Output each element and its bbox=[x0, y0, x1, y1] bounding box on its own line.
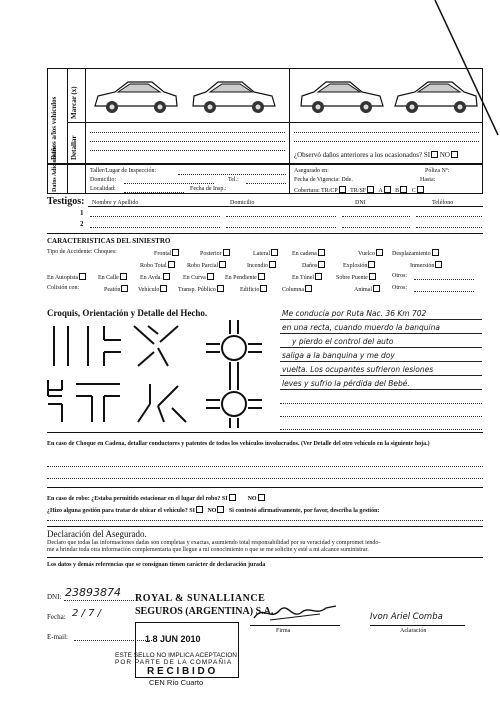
opt-posterior: Posterior bbox=[200, 249, 230, 258]
dni-label: DNI: bbox=[47, 593, 62, 601]
robo-parcial-checkbox[interactable] bbox=[219, 261, 226, 268]
opt-columna: Columna bbox=[282, 285, 312, 294]
calle-checkbox[interactable] bbox=[120, 273, 127, 280]
stamp-line-1: ESTE SELLO NO IMPLICA ACEPTACION bbox=[115, 652, 237, 659]
dni-value[interactable]: 23893874 bbox=[65, 586, 121, 599]
opt-explosion: Explosión bbox=[343, 261, 375, 270]
robbery-q1: En caso de robo: ¿Estaba permitido estacionar en el lugar del robo? SI NO bbox=[47, 494, 265, 503]
robo-total-checkbox[interactable] bbox=[168, 261, 175, 268]
opt-curva: En Curva bbox=[183, 273, 214, 282]
coverage-a-checkbox[interactable] bbox=[384, 186, 391, 193]
inmersion-checkbox[interactable] bbox=[435, 261, 442, 268]
col-phone-header: Teléfono bbox=[432, 200, 454, 206]
domicile-label: Domicilio: bbox=[90, 177, 116, 183]
col-dni-header: DNI bbox=[355, 200, 366, 206]
hand-line-3: y pierdo el control del auto bbox=[292, 337, 394, 346]
avda-checkbox[interactable] bbox=[163, 273, 170, 280]
policy-label: Póliza Nº: bbox=[425, 168, 450, 174]
inspection-date-label: Fecha de Insp.: bbox=[190, 186, 227, 192]
declaration-text-3: Los datos y demás referencias que se consignan tienen carácter de declaración jurada bbox=[47, 562, 266, 568]
coverage-trsf-checkbox[interactable] bbox=[367, 186, 374, 193]
received-stamp bbox=[105, 590, 275, 694]
opt-vuelco: Vuelco bbox=[358, 249, 383, 258]
witnesses-title: Testigos: bbox=[47, 196, 85, 207]
prior-damage-si-checkbox[interactable] bbox=[431, 151, 438, 158]
validity-label: Fecha de Vigencia: Dde. bbox=[294, 177, 353, 183]
autopista-checkbox[interactable] bbox=[79, 273, 86, 280]
phone-label: Tel.: bbox=[228, 177, 239, 183]
fecha-value[interactable]: 2 / 7 / bbox=[72, 608, 101, 619]
locality-label: Localidad: bbox=[90, 186, 116, 192]
opt-transp: Transp. Público bbox=[178, 285, 224, 294]
chain-collision-text: En caso de Choque en Cadena, detallar conductores y patentes de todos los vehículos involucrados. (Ver Detalle del otro vehículo en la siguiente hoja.) bbox=[47, 441, 430, 447]
opt-frontal: Frontal bbox=[154, 249, 179, 258]
firma-label: Firma bbox=[276, 628, 291, 634]
opt-autopista: En Autopista bbox=[47, 273, 86, 282]
transp-checkbox[interactable] bbox=[217, 285, 224, 292]
opt-edificio: Edificio bbox=[240, 285, 267, 294]
workshop-label: Taller/Lugar de Inspección: bbox=[90, 168, 157, 174]
opt-peaton: Peatón bbox=[104, 285, 128, 294]
aclaracion-label: Aclaración bbox=[400, 628, 427, 634]
hand-line-5: vuelta. Los ocupantes sufrieron lesiones bbox=[282, 365, 434, 374]
email-label: E-mail: bbox=[47, 633, 68, 641]
columna-checkbox[interactable] bbox=[305, 285, 312, 292]
car-front-left-icon[interactable] bbox=[90, 78, 180, 118]
robbery-q2: ¿Hizo alguna gestión para tratar de ubicar el vehículo? SI NO Si contestó afirmativamente, por favor, describa la gestión: bbox=[47, 508, 380, 514]
car-front-right-icon[interactable] bbox=[298, 78, 388, 118]
posterior-checkbox[interactable] bbox=[223, 249, 230, 256]
vuelco-checkbox[interactable] bbox=[376, 249, 383, 256]
coverage-row: Cobertura: TR/CP TR/SF A B C bbox=[294, 186, 424, 195]
until-label: Hasta: bbox=[420, 177, 436, 183]
robbery-q2-si-checkbox[interactable] bbox=[196, 506, 203, 513]
fecha-label: Fecha: bbox=[47, 613, 66, 621]
opt-calle: En Calle bbox=[98, 273, 127, 282]
opt-robo-parcial: Robo Parcial bbox=[187, 261, 226, 270]
coverage-b-checkbox[interactable] bbox=[400, 186, 407, 193]
opt-inmersion: Inmersión bbox=[410, 261, 442, 270]
opt-avda: En Avda. bbox=[140, 273, 170, 282]
car-rear-right-icon[interactable] bbox=[190, 78, 280, 118]
stamp-company-2: SEGUROS (ARGENTINA) S.A. bbox=[135, 606, 274, 617]
declaration-title: Declaración del Asegurado. bbox=[47, 529, 147, 539]
opt-robo-total: Robo Total bbox=[140, 261, 175, 270]
edificio-checkbox[interactable] bbox=[260, 285, 267, 292]
stamp-line-4: CEN Río Cuarto bbox=[149, 678, 204, 687]
desplazamiento-checkbox[interactable] bbox=[432, 249, 439, 256]
mark-label: Marcar (x) bbox=[70, 86, 78, 119]
danos-checkbox[interactable] bbox=[318, 261, 325, 268]
stamp-line-3: R E C I B I D O bbox=[147, 666, 216, 677]
col-name-header: Nombre y Apellido bbox=[92, 200, 139, 206]
lateral-checkbox[interactable] bbox=[271, 249, 278, 256]
stamp-date: 1 8 JUN 2010 bbox=[145, 634, 201, 644]
frontal-checkbox[interactable] bbox=[172, 249, 179, 256]
opt-vehiculo: Vehículo bbox=[138, 285, 167, 294]
declaration-text-2: me a brindar toda otra información complementaria que llegue a mi conocimiento o que se me solicite y esté a mi alcance suministrar. bbox=[47, 547, 369, 553]
prior-damage-no-checkbox[interactable] bbox=[451, 151, 458, 158]
incendio-checkbox[interactable] bbox=[269, 261, 276, 268]
witness-row-1: 1 bbox=[80, 209, 84, 217]
explosion-checkbox[interactable] bbox=[368, 261, 375, 268]
pendiente-checkbox[interactable] bbox=[258, 273, 265, 280]
accident-type-label: Tipo de Accidente: Choques: bbox=[47, 249, 117, 255]
hand-line-4: saliga a la banquina y me doy bbox=[282, 351, 395, 360]
vehiculo-checkbox[interactable] bbox=[160, 285, 167, 292]
declaration-text-1: Declaro que todas las informaciones dadas son completas y exactas, asumiendo total responsabilidad por su veracidad y compromet iendo- bbox=[47, 540, 381, 546]
tunel-checkbox[interactable] bbox=[315, 273, 322, 280]
peaton-checkbox[interactable] bbox=[121, 285, 128, 292]
otros2-label: Otros: bbox=[392, 285, 407, 291]
puente-checkbox[interactable] bbox=[369, 273, 376, 280]
accident-title: CARACTERISTICAS DEL SINIESTRO bbox=[47, 237, 171, 245]
opt-pendiente: En Pendiente bbox=[225, 273, 265, 282]
cadena-checkbox[interactable] bbox=[318, 249, 325, 256]
opt-tunel: En Túnel bbox=[292, 273, 322, 282]
collision-label: Colisión con: bbox=[47, 285, 80, 291]
robbery-q1-si-checkbox[interactable] bbox=[229, 494, 236, 501]
sketch-diagrams[interactable] bbox=[46, 318, 271, 430]
coverage-c-checkbox[interactable] bbox=[417, 186, 424, 193]
stamp-line-2: POR PARTE DE LA COMPAÑIA bbox=[115, 659, 233, 666]
otros-label: Otros: bbox=[392, 273, 407, 279]
stamp-company-1: ROYAL & SUNALLIANCE bbox=[135, 593, 266, 604]
opt-incendio: Incendio bbox=[247, 261, 276, 270]
col-domicile-header: Domicilio bbox=[230, 200, 255, 206]
vehicle-damage-side-label: Daños a/los vehículos bbox=[50, 96, 58, 160]
opt-cadena: En cadena bbox=[292, 249, 325, 258]
hand-line-6: leves y sufrio la pérdida del Bebé. bbox=[282, 379, 410, 388]
opt-lateral: Lateral bbox=[253, 249, 278, 258]
hand-line-2: en una recta, cuando muerdo la banquina bbox=[282, 323, 440, 332]
additional-data-side-label: Datos Adicionales bbox=[52, 146, 58, 192]
sketch-title: Croquis, Orientación y Detalle del Hecho. bbox=[47, 308, 208, 318]
opt-animal: Animal bbox=[354, 285, 380, 294]
opt-danos: Daños bbox=[302, 261, 325, 270]
animal-checkbox[interactable] bbox=[373, 285, 380, 292]
robbery-q1-no-checkbox[interactable] bbox=[258, 494, 265, 501]
opt-desplazamiento: Desplazamiento bbox=[392, 249, 439, 258]
detail-label: Detallar bbox=[70, 135, 78, 160]
hand-line-1: Me conducía por Ruta Nac. 36 Km 702 bbox=[282, 309, 427, 318]
curva-checkbox[interactable] bbox=[207, 273, 214, 280]
car-rear-left-icon[interactable] bbox=[390, 78, 480, 118]
prior-damage-question: ¿Observó daños anteriores a los ocasionados? SI NO bbox=[294, 151, 458, 159]
opt-puente: Sobre Puente bbox=[336, 273, 376, 282]
insured-in-label: Asegurado en: bbox=[294, 168, 329, 174]
witness-row-2: 2 bbox=[80, 220, 84, 228]
aclaracion-value[interactable]: Ivon Ariel Comba bbox=[370, 612, 443, 622]
robbery-q2-no-checkbox[interactable] bbox=[217, 506, 224, 513]
coverage-trcp-checkbox[interactable] bbox=[339, 186, 346, 193]
